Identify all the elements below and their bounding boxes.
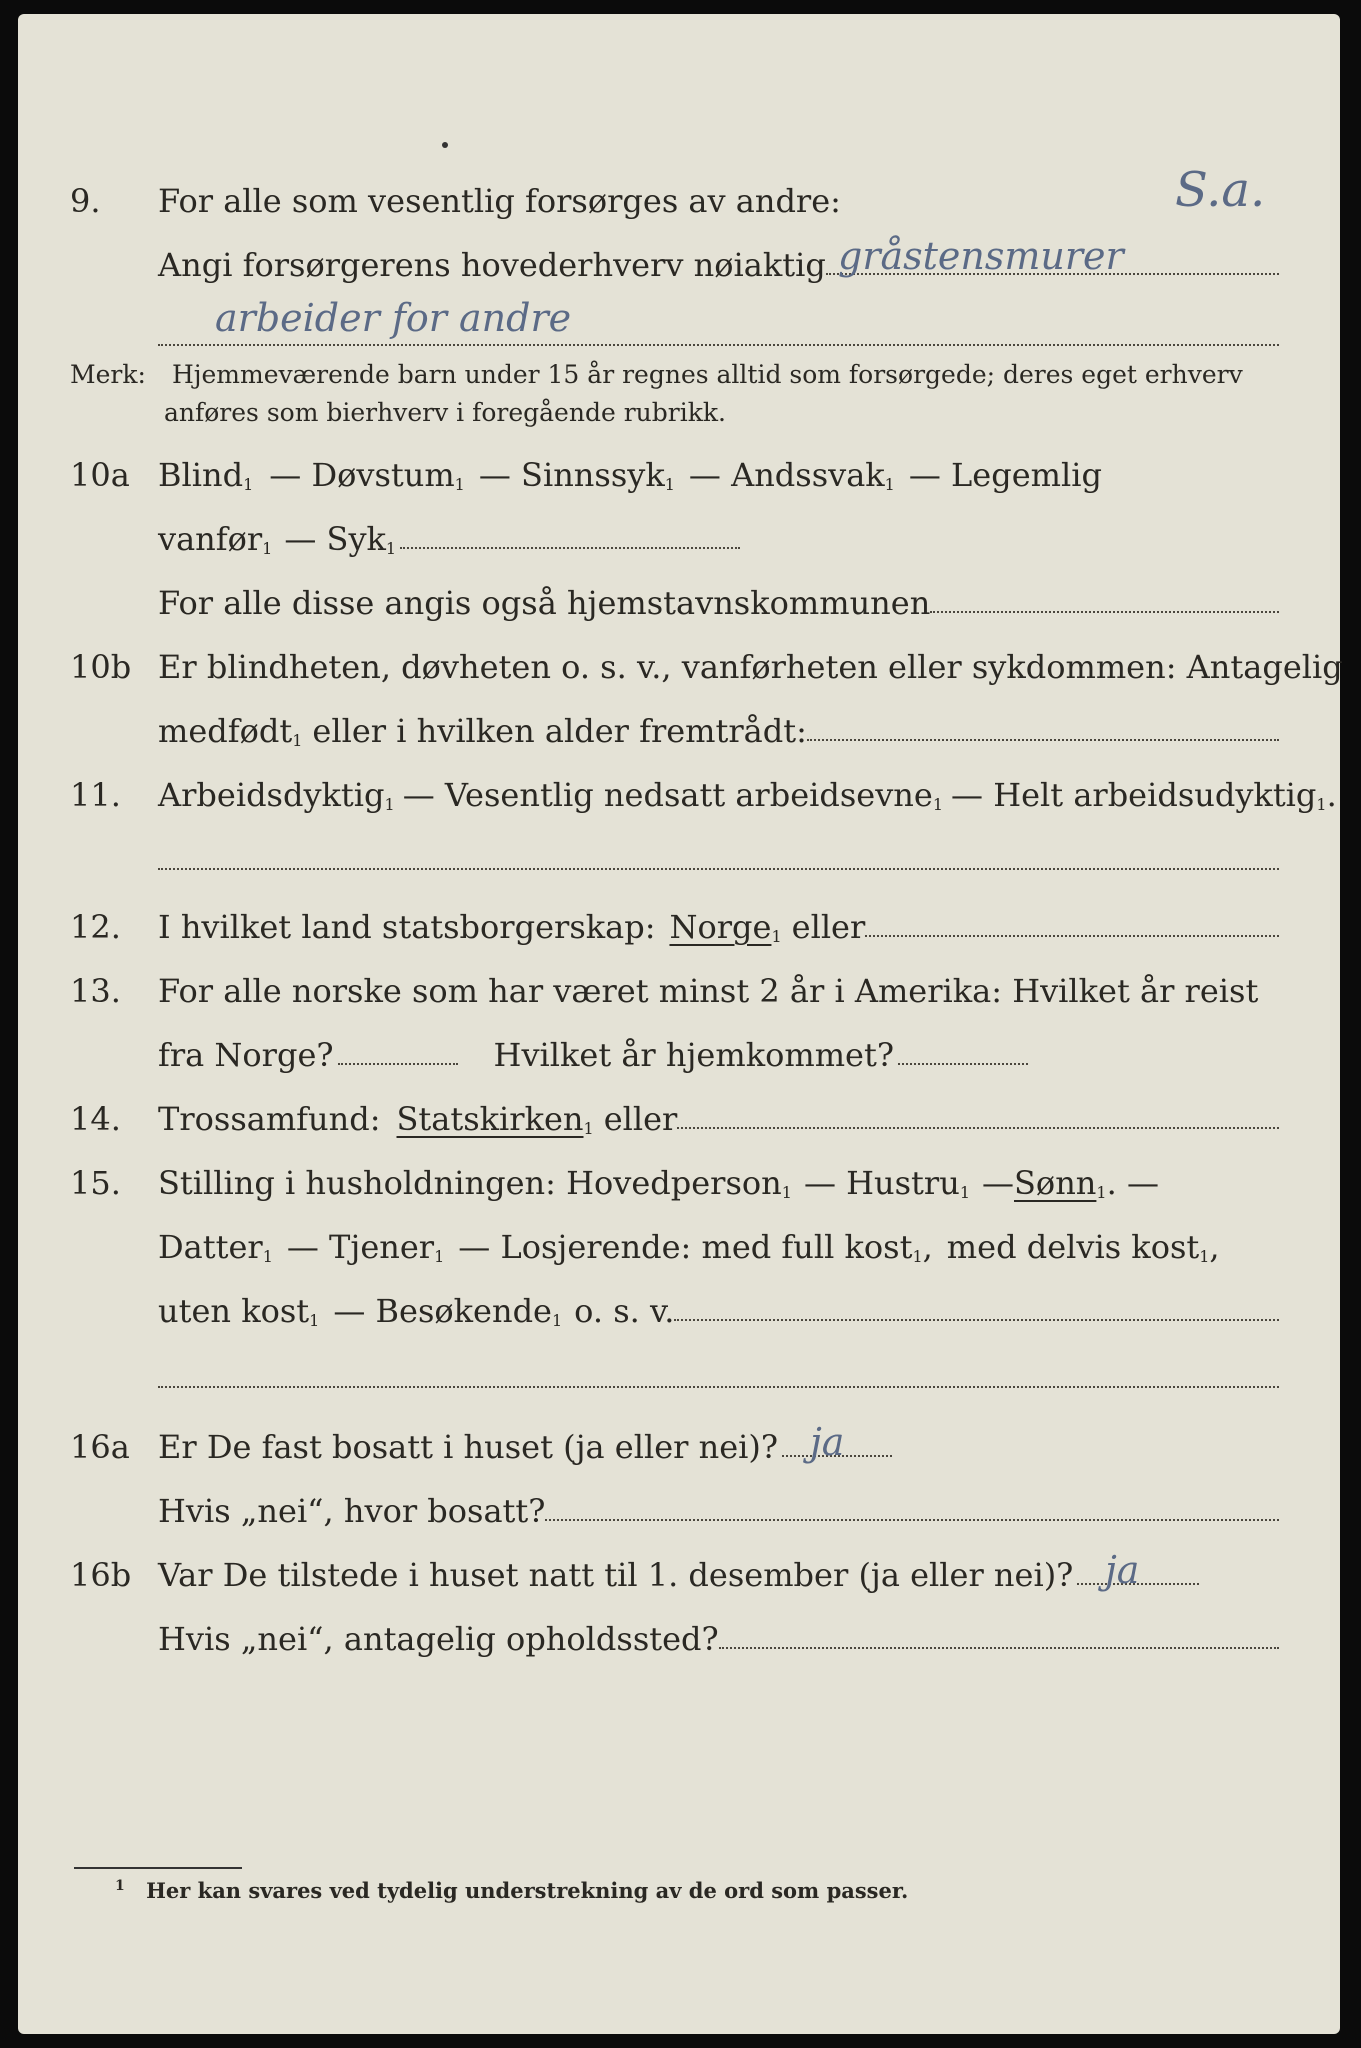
q9-answer-line2[interactable]	[158, 344, 1279, 346]
q10a-hjemstavn-line[interactable]	[930, 611, 1279, 613]
q12-line: 12. I hvilket land statsborgerskap: Norge 1 eller	[70, 898, 1279, 946]
q13-reist: fra Norge?	[158, 1036, 334, 1074]
q13-hjemkommet-line[interactable]	[898, 1063, 1028, 1065]
q12-eller: eller	[791, 908, 866, 946]
q13-line1	[70, 962, 1279, 1010]
q11-nedsatt: — Vesentlig nedsatt arbeidsevne	[402, 776, 933, 814]
q11-answer-line[interactable]	[158, 868, 1279, 870]
q10a-line1: 10a Blind 1 — Døvstum 1 — Sinnssyk 1 — Andssvak 1 — Legemlig	[70, 456, 1102, 494]
note-line2: anføres som bierhverv i foregående rubrikk.	[164, 398, 726, 427]
q15-answer-line[interactable]	[674, 1319, 1279, 1321]
q11-arbeidsdyktig: Arbeidsdyktig	[158, 776, 385, 814]
q10b-text: Er blindheten, døvheten o. s. v., vanførheten eller sykdommen: Antagelig	[158, 648, 1343, 686]
q14-eller: eller	[603, 1100, 678, 1138]
q10a-legemlig: — Legemlig	[908, 456, 1102, 494]
handwritten-occupation-2: arbeider for andre	[215, 296, 572, 340]
q15-osv: o. s. v.	[574, 1292, 675, 1330]
q15-sonn[interactable]: Sønn	[1014, 1164, 1097, 1202]
q10a-vanfor: vanfør	[158, 520, 263, 558]
note-line1: Hjemmeværende barn under 15 år regnes alltid som forsørgede; deres eget erhverv	[171, 360, 1243, 389]
footnote-divider	[74, 1867, 242, 1869]
footnote-mark: 1	[115, 1878, 125, 1894]
handwritten-ja-1: ja	[810, 1420, 845, 1464]
q10a-dovstum: — Døvstum	[269, 456, 455, 494]
q14-line: 14. Trossamfund: Statskirken 1 eller	[70, 1090, 1279, 1138]
q14-answer-line[interactable]	[677, 1127, 1279, 1129]
q14-statskirken[interactable]: Statskirken	[396, 1100, 584, 1138]
q15-full-kost: — Losjerende: med full kost	[458, 1228, 913, 1266]
footnote-text: Her kan svares ved tydelig understrekning av de ord som passer.	[146, 1878, 909, 1903]
q16a-line2	[70, 1482, 1279, 1530]
q13-text: For alle norske som har været minst 2 år i Amerika: Hvilket år reist	[158, 972, 1259, 1010]
q11-line1: 11. Arbeidsdyktig 1 — Vesentlig nedsatt arbeidsevne 1 — Helt arbeidsudyktig 1 .	[70, 776, 1337, 814]
q11-number: 11.	[70, 776, 121, 814]
q10a-syk: — Syk	[284, 520, 386, 558]
q16b-opholdssted: Hvis „nei“, antagelig opholdssted?	[158, 1620, 719, 1658]
q15-line1: 15. Stilling i husholdningen: Hovedperson 1 — Hustru 1 — Sønn 1 . —	[70, 1164, 1159, 1202]
q16b-number: 16b	[70, 1556, 132, 1594]
q13-line2	[70, 1026, 1279, 1074]
q13-number: 13.	[70, 972, 121, 1010]
q10b-line2: medfødt 1 eller i hvilken alder fremtrådt:	[70, 702, 1279, 750]
q15-tjener: — Tjener	[286, 1228, 435, 1266]
handwritten-occupation: gråstensmurer	[838, 234, 1124, 278]
q10b-number: 10b	[70, 648, 132, 686]
handwritten-sa: S.a.	[1175, 162, 1266, 218]
q9-prompt: Angi forsørgerens hovederhverv nøiaktig	[158, 246, 826, 284]
q11-udyktig: — Helt arbeidsudyktig	[951, 776, 1317, 814]
q14-text: Trossamfund:	[158, 1100, 381, 1138]
q15-number: 15.	[70, 1164, 121, 1202]
q13-reist-line[interactable]	[338, 1063, 458, 1065]
q9-number: 9.	[70, 182, 101, 220]
q15-datter: Datter	[158, 1228, 263, 1266]
q15-besokende: — Besøkende	[333, 1292, 552, 1330]
q15-hustru: — Hustru	[803, 1164, 960, 1202]
note-block	[70, 360, 1279, 389]
q16a-bosatt: Hvis „nei“, hvor bosatt?	[158, 1492, 546, 1530]
q10b-alder-line[interactable]	[807, 739, 1279, 741]
q16b-line2	[70, 1610, 1279, 1658]
q14-number: 14.	[70, 1100, 121, 1138]
q10b-medfodt: medfødt	[158, 712, 293, 750]
q15-delvis-kost: med delvis kost	[946, 1228, 1200, 1266]
q10a-syk-line[interactable]	[400, 547, 740, 549]
note-block-2	[164, 398, 1279, 427]
q16a-bosatt-line[interactable]	[545, 1519, 1279, 1521]
q15-line2: Datter 1 — Tjener 1 — Losjerende: med full kost 1 , med delvis kost 1 ,	[158, 1228, 1220, 1266]
q10a-number: 10a	[70, 456, 130, 494]
q16b-line1	[70, 1546, 1279, 1594]
q16b-text: Var De tilstede i huset natt til 1. desember (ja eller nei)?	[158, 1556, 1074, 1594]
q15-answer-line2[interactable]	[158, 1386, 1279, 1388]
q12-answer-line[interactable]	[865, 935, 1279, 937]
handwritten-ja-2: ja	[1105, 1548, 1140, 1592]
ink-dot	[442, 142, 448, 148]
q12-norge[interactable]: Norge	[669, 908, 772, 946]
q10a-hjemstavn: For alle disse angis også hjemstavnskommunen	[158, 584, 931, 622]
q16a-line1	[70, 1418, 1279, 1466]
q10a-andssvak: — Andssvak	[688, 456, 885, 494]
q13-hjemkommet: Hvilket år hjemkommet?	[493, 1036, 894, 1074]
q15-line3: uten kost 1 — Besøkende 1 o. s. v.	[70, 1282, 1279, 1330]
q12-number: 12.	[70, 908, 121, 946]
q15-hovedperson: Stilling i husholdningen: Hovedperson	[158, 1164, 782, 1202]
q10a-blind: Blind	[158, 456, 244, 494]
q10b-alder: eller i hvilken alder fremtrådt:	[312, 712, 807, 750]
q9-text: For alle som vesentlig forsørges av andre:	[158, 182, 841, 220]
q12-text: I hvilket land statsborgerskap:	[158, 908, 656, 946]
footnote	[115, 1878, 908, 1903]
q10a-line3	[70, 574, 1279, 622]
q16a-number: 16a	[70, 1428, 130, 1466]
q9-line1	[70, 172, 1279, 220]
q10a-sinnssyk: — Sinnssyk	[478, 456, 665, 494]
q16b-opholdssted-line[interactable]	[719, 1647, 1279, 1649]
q10b-line1	[70, 638, 1343, 686]
note-label: Merk:	[70, 360, 146, 389]
q10a-line2: vanfør 1 — Syk 1	[70, 510, 1279, 558]
q15-uten-kost: uten kost	[158, 1292, 310, 1330]
q16a-text: Er De fast bosatt i huset (ja eller nei)?	[158, 1428, 779, 1466]
